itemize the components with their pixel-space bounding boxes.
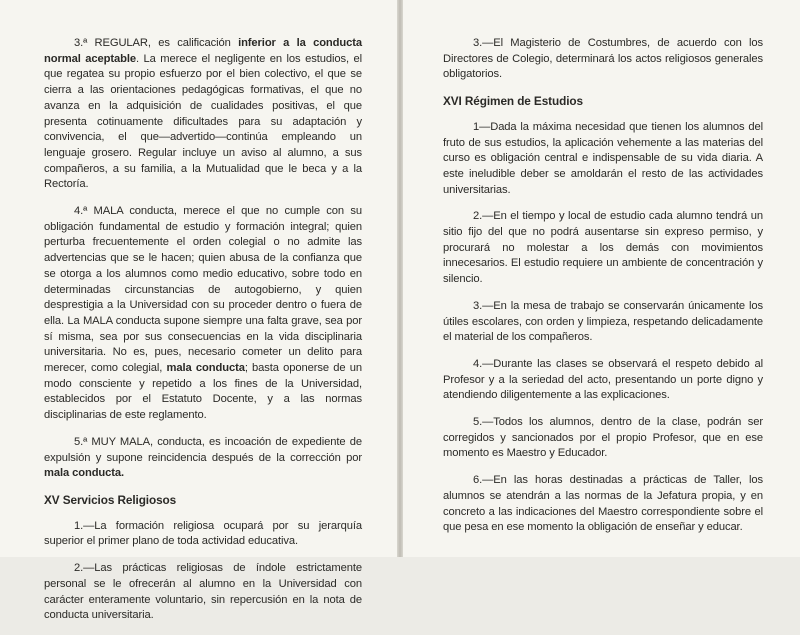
paragraph-religiosos-2: 2.—Las prácticas religiosas de índole estrictamente personal se le ofrecerán al alumno en la Universidad con carácter enteramente voluntario, sin repercusión en la nota de conducta universitaria. xyxy=(44,562,362,622)
paragraph-religiosos-3: 3.—El Magisterio de Costumbres, de acuerdo con los Directores de Colegio, determinará los actos religiosos generales obligatorios. xyxy=(443,37,763,81)
paragraph-estudios-6: 6.—En las horas destinadas a prácticas de Taller, los alumnos se atendrán a las normas de la Jefatura propia, y en concreto a las indicaciones del Maestro correspondiente sobre el que pesa en ese momento la obligación de enseñar y educar. xyxy=(443,474,763,534)
paragraph-estudios-4: 4.—Durante las clases se observará el respeto debido al Profesor y a la seriedad del acto, presentando un porte digno y atendiendo diligentemente a las explicaciones. xyxy=(443,357,763,402)
paragraph-estudios-2: 2.—En el tiempo y local de estudio cada alumno tendrá un sitio fijo del que no podrá ausentarse sin expreso permiso, y procurará no molestar a los demás con movimientos innecesarios. El estudio requiere un ambiente de concentración y silencio. xyxy=(443,210,763,286)
paragraph-religiosos-1: 1.—La formación religiosa ocupará por su jerarquía superior el primer plano de toda actividad educativa. xyxy=(44,519,362,548)
right-page-text xyxy=(443,36,763,547)
section-heading-regimen-estudios: XVI Régimen de Estudios xyxy=(443,94,583,109)
section-heading-servicios-religiosos: XV Servicios Religiosos xyxy=(44,492,177,507)
right-page xyxy=(403,0,800,557)
left-page xyxy=(0,0,397,622)
paragraph-mala: 4.ª MALA conducta, merece el que no cumple con su obligación fundamental de estudio y formación integral; quien perturba frecuentemente el orden colegial o no admite las advertencias que se le hacen; quien abusa de la confianza que se otorga a los alumnos como medio educativo, sobre todo en determinadas circunstancias de autogobierno, y quien desprestigia a la Universidad con su proceder dentro o fuera de ella. La MALA conducta supone siempre una falta grave, sea por sí misma, sea por sus consecuencias en la vida disciplinaria universitaria. No es, pues, necesario cometer un delito para merecer, como colegial, mala conducta; basta oponerse de un modo consciente y repetido a los fines de la Universidad, establecidos por el Estatuto Docente, y a las normas disciplinarias de este reglamento. xyxy=(44,205,362,422)
paragraph-regular: 3.ª REGULAR, es calificación inferior a la conducta normal aceptable. La merece el negligente en los estudios, el que regatea su propio esfuerzo por el bien colectivo, el que se cierra a las orientaciones pedagógicas formativas, el que no avanza en la adquisición de cualidades positivas, el que presenta cotinuamente dificultades para su adaptación y convivencia, el que—advertido—continúa empleando un lenguaje grosero. Regular incluye un aviso al alumno, a sus compañeros, a su familia, a la Mutualidad que le beca y a la Rectoría. xyxy=(44,37,362,191)
paragraph-estudios-1: 1—Dada la máxima necesidad que tienen los alumnos del fruto de sus estudios, la aplicación vehemente a las materias del curso es obligación central e indispensable de su vida diaria. A este ineludible deber se amoldarán el resto de las actividades universitarias. xyxy=(443,120,763,196)
left-page-text xyxy=(44,36,362,635)
paragraph-estudios-3: 3.—En la mesa de trabajo se conservarán únicamente los útiles escolares, con orden y limpieza, respetando delicadamente el material de los compañeros. xyxy=(443,299,763,344)
paragraph-estudios-5: 5.—Todos los alumnos, dentro de la clase, podrán ser corregidos y sancionados por el propio Profesor, que en ese momento es Maestro y Educador. xyxy=(443,416,763,460)
paragraph-muy-mala: 5.ª MUY MALA, conducta, es incoación de expediente de expulsión y supone reincidencia después de la corrección por mala conducta. xyxy=(44,435,362,480)
